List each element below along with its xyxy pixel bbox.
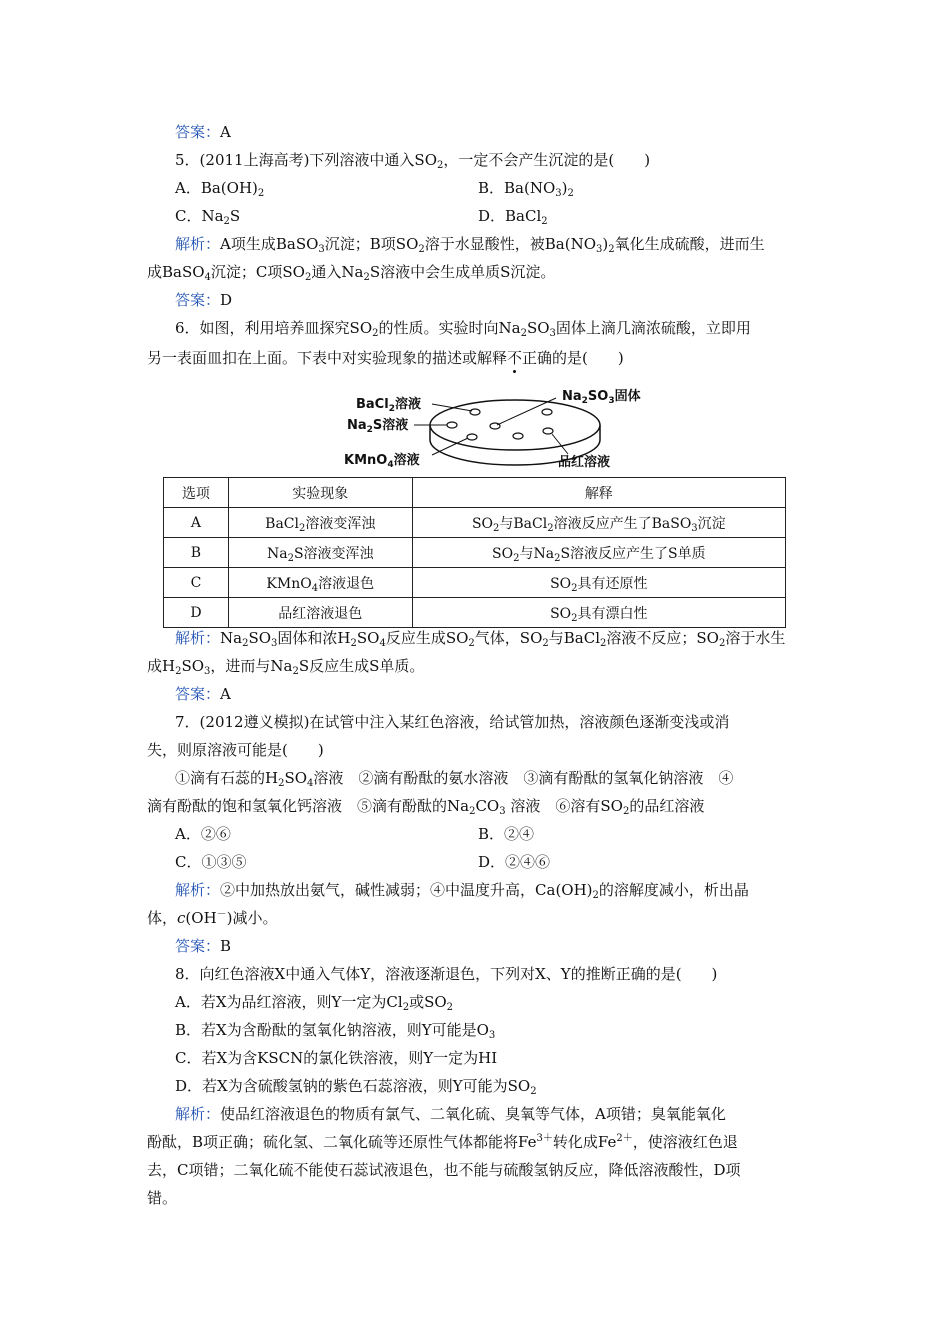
q7-option-c: C．①③⑤ — [175, 853, 247, 871]
q6-stem-line1: 6．如图，利用培养皿探究$SO_2$的性质。实验时向$Na_2SO_3$固体上滴几滴浓硫酸，立即用 — [175, 319, 751, 339]
q6-answer: 答案：A — [175, 685, 231, 703]
q5-option-c: C．$Na_2S$ — [175, 207, 241, 227]
q6-stem-line2: 另一表面皿扣在上面。下表中对实验现象的描述或解释不正确的是( ) — [147, 349, 624, 367]
q7-analysis-line2: 体，c(OH－)减小。 — [147, 909, 278, 927]
q7-choices-line2: 滴有酚酞的饱和氢氧化钙溶液 ⑤滴有酚酞的$Na_2CO_3$ 溶液 ⑥溶有$SO_2$的品红溶液 — [147, 797, 705, 817]
petri-dish-figure — [340, 380, 660, 472]
q8-option-c: C．若X为含KSCN的氯化铁溶液，则Y一定为HI — [175, 1049, 498, 1067]
table-row: B $Na_2S$溶液变浑浊 $SO_2$与$Na_2S$溶液反应产生了S单质 — [164, 538, 786, 568]
q8-option-d: D．若X为含硫酸氢钠的紫色石蕊溶液，则Y可能为$SO_2$ — [175, 1077, 537, 1097]
label-na2s: $Na_2S$溶液 — [347, 418, 409, 435]
q7-option-a: A．②⑥ — [175, 825, 231, 843]
q5-option-d: D．BaCl$_2$ — [478, 207, 548, 227]
answer-label: 答案： — [175, 123, 221, 141]
q8-analysis-line2: 酚酞，B项正确；硫化氢、二氧化硫等还原性气体都能将$Fe^{3+}$转化成$Fe^{2+}$，使溶液红色退 — [147, 1133, 738, 1151]
label-na2so3: $Na_2SO_3$固体 — [562, 389, 641, 406]
q5-stem: 5．(2011上海高考)下列溶液中通入$SO_2$，一定不会产生沉淀的是( ) — [175, 151, 651, 171]
q7-analysis-line1: 解析：②中加热放出氨气，碱性减弱；④中温度升高，$Ca(OH)_2$的溶解度减小，析出晶 — [175, 881, 749, 901]
label-bacl2: BaCl$_2$溶液 — [356, 397, 421, 414]
table-row: A BaCl$_2$溶液变浑浊 $SO_2$与BaCl$_2$溶液反应产生了BaSO$_3$沉淀 — [164, 508, 786, 538]
q7-answer: 答案：B — [175, 937, 232, 955]
dish-top — [430, 400, 600, 450]
q8-analysis-line3: 去，C项错；二氧化硫不能使石蕊试液退色，也不能与硫酸氢钠反应，降低溶液酸性，D项 — [147, 1161, 741, 1179]
q8-analysis-line4: 错。 — [147, 1189, 178, 1207]
q5-analysis-line2: 成BaSO$_4$沉淀；C项$SO_2$通入$Na_2S$溶液中会生成单质S沉淀。 — [147, 263, 556, 283]
emphasis-dot-char: 不 — [507, 349, 523, 367]
q7-choices-line1: ①滴有石蕊的$H_2SO_4$溶液 ②滴有酚酞的氨水溶液 ③滴有酚酞的氢氧化钠溶液 ④ — [175, 769, 734, 789]
table-header: 解释 — [412, 478, 785, 508]
table-row: C KMnO$_4$溶液退色 $SO_2$具有还原性 — [164, 568, 786, 598]
q5-option-a: A．$Ba(OH)_2$ — [175, 179, 265, 199]
q8-stem: 8．向红色溶液X中通入气体Y，溶液逐渐退色，下列对X、Y的推断正确的是( ) — [175, 965, 718, 983]
q7-option-b: B．②④ — [478, 825, 535, 843]
q5-option-b: B．$Ba(NO_3)_2$ — [478, 179, 574, 199]
label-kmno4: KMnO$_4$溶液 — [344, 453, 420, 470]
table-row: D 品红溶液退色 $SO_2$具有漂白性 — [164, 598, 786, 628]
q4-answer: 答案：A — [175, 123, 231, 141]
label-pinhong: 品红溶液 — [558, 455, 611, 470]
analysis-label: 解析： — [175, 235, 221, 253]
q5-answer: 答案：D — [175, 291, 233, 309]
q6-table — [163, 477, 786, 628]
table-header: 实验现象 — [228, 478, 412, 508]
q6-analysis-line2: 成$H_2SO_3$，进而与$Na_2S$反应生成S单质。 — [147, 657, 425, 677]
q6-analysis-line1: 解析：$Na_2SO_3$固体和浓$H_2SO_4$反应生成$SO_2$气体，$SO_2$与BaCl$_2$溶液不反应；$SO_2$溶于水生 — [175, 629, 786, 649]
q8-option-b: B．若X为含酚酞的氢氧化钠溶液，则Y可能是$O_3$ — [175, 1021, 496, 1041]
q7-stem-line1: 7．(2012遵义模拟)在试管中注入某红色溶液，给试管加热，溶液颜色逐渐变浅或消 — [175, 713, 730, 731]
q8-option-a: A．若X为品红溶液，则Y一定为$Cl_2$或$SO_2$ — [175, 993, 454, 1013]
q5-analysis-line1: 解析：A项生成BaSO$_3$沉淀；B项$SO_2$溶于水显酸性，被$Ba(NO_3)_2$氧化生成硫酸，进而生 — [175, 235, 765, 255]
table-header-row — [164, 478, 786, 508]
q8-analysis-line1: 解析：使品红溶液退色的物质有氯气、二氧化硫、臭氧等气体，A项错；臭氧能氧化 — [175, 1105, 726, 1123]
table-header: 选项 — [164, 478, 229, 508]
q7-stem-line2: 失，则原溶液可能是( ) — [147, 741, 324, 759]
q7-option-d: D．②④⑥ — [478, 853, 551, 871]
